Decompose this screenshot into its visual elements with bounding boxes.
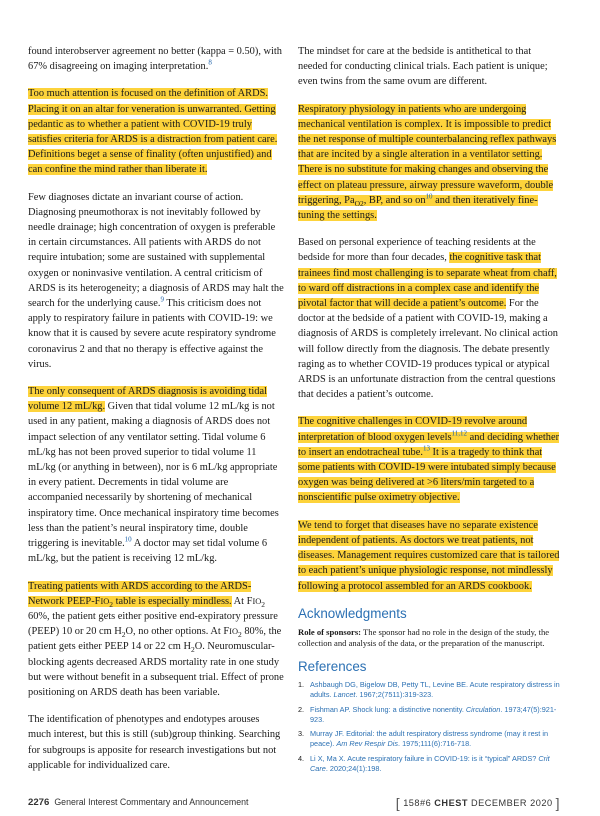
section-title: General Interest Commentary and Announcement: [54, 797, 249, 807]
journal-issue: [ 158#6 CHEST DECEMBER 2020 ]: [395, 795, 560, 811]
reference-list: [298, 680, 560, 773]
paragraph: The only consequent of ARDS diagnosis is avoiding tidal volume 12 mL/kg. Given that tidal volume 12 mL/kg is not used in any patient, making a diagnosis of ARDS does not impact selection of any ventilator setting. Tidal volume 6 mL/kg has not been proved superior to tidal volume 11 mL/kg (or anything in between), nor is 6 mL/kg appropriate in every patient. Decrements in tidal volume are accompanied necessarily by shortening of mechanical inspiratory time. Once mechanical inspiratory time becomes less than the patient’s neural inspiratory time, double triggering is inevitable.$^{10}$ A doctor may set tidal volume 6 mL/kg, but the patient is receiving 12 mL/kg.: [28, 386, 279, 565]
reference-item[interactable]: 4. Li X, Ma X. Acute respiratory failure in COVID-19: is it “typical” ARDS? Crit Care. 2020;24(1):198.: [298, 753, 550, 773]
paragraph: Based on personal experience of teaching residents at the bedside for more than four decades, the cognitive task that trainees find most challenging is to separate wheat from chaff, to ward off distractions in a complex case and identify the pivotal factor that will decide a patient’s outcome. For the doctor at the bedside of a patient with COVID-19, making a diagnosis of ARDS is completely irrelevant. No clinical action will follow directly from the diagnosis. The debate presently raging as to whether COVID-19 produces typical or atypical ARDS is an unfortunate distraction from the central questions that decides a patient’s outcome.: [298, 237, 558, 401]
highlight: We tend to forget that diseases have no separate existence independent of patients. As doctors we treat patients, not diseases. Management requires customized care that is tailored to each patient’s unique physiologic response, not mindlessly following a protocol assembled for an ARDS cookbook.: [298, 519, 560, 592]
paragraph: found interobserver agreement no better (kappa = 0.50), with 67% disagreeing on imaging interpretation.$^8$: [28, 46, 282, 73]
highlighted-paragraph: [28, 86, 284, 177]
reference-link[interactable]: 9: [160, 295, 164, 304]
paragraph: Few diagnoses dictate an invariant course of action. Diagnosing pneumothorax is not inevitably followed by needle drainage; high concentration of oxygen is preferable in certain circumstances. All patients with ARDS do not require intubation; some are sustained with supplemental oxygen or noninvasive ventilation. A central criticism of ARDS is its heterogeneity; a diagnosis of ARDS may halt the search for the underlying cause.$^9$ This criticism does not apply to respiratory failure in patients with COVID-19: we know that it is caused by severe acute respiratory syndrome coronavirus 2 and that no therapy is effective against the virus.: [28, 191, 284, 370]
reference-link[interactable]: 13: [422, 444, 430, 453]
highlight: Treating patients with ARDS according to the ARDS-Network PEEP-$FIO_2$ table is especially mindless.: [28, 580, 252, 609]
reference-link[interactable]: 10: [124, 535, 132, 544]
journal-name: CHEST: [434, 798, 468, 808]
left-column: [28, 44, 284, 785]
page-number: 2276: [28, 797, 50, 808]
page-footer: [28, 797, 560, 813]
acknowledgments-heading: Acknowledgments: [298, 605, 407, 621]
highlight: Respiratory physiology in patients who are undergoing mechanical ventilation is complex. It is impossible to predict the net response of multiple counterbalancing reflex pathways that are incited by a single alteration in a ventilator setting. There is no substitute for making changes and observing the effect on plateau pressure, airway pressure waveform, double triggering, $Pa_{O2}$, BP, and so $on^{10}$ and then iteratively fine-tuning the settings.: [298, 103, 557, 222]
acknowledgments-text: Role of sponsors: The sponsor had no role in the design of the study, the collection and analysis of the data, or the preparation of the manuscript.: [298, 626, 550, 648]
highlighted-paragraph: [298, 414, 560, 505]
reference-link[interactable]: 8: [208, 58, 212, 67]
right-column: [298, 44, 560, 778]
highlight: The cognitive challenges in COVID-19 revolve around interpretation of blood oxygen levels$^{11,12}$ and deciding whether to insert an endotracheal tube.$^{13}$ It is a tragedy to think that some patients with COVID-19 were intubated simply because oxygen was being delivered at >6 liters/min targeted to a nonscientific pulse oximetry objective.: [298, 416, 560, 504]
footer-left: [28, 797, 248, 808]
reference-item[interactable]: 3. Murray JF. Editorial: the adult respiratory distress syndrome (may it rest in peace). Am Rev Respir Dis. 1975;111(6):716-718.: [298, 729, 549, 749]
references-heading: References: [298, 659, 367, 675]
reference-link[interactable]: 11,12: [451, 429, 468, 438]
highlighted-paragraph: [298, 518, 560, 594]
reference-item[interactable]: 2. Fishman AP. Shock lung: a distinctive nonentity. Circulation. 1973;47(5):921-923.: [298, 704, 557, 724]
highlight: the cognitive task that trainees find most challenging is to separate wheat from chaff, to ward off distractions in a complex case and identify the pivotal factor that will decide a patient’s outcome.: [298, 252, 557, 310]
paragraph: The identification of phenotypes and endotypes arouses much interest, but this is still (sub)group thinking. Searching for subgroups is apposite for research investigations but not applicable for individualized care.: [28, 714, 281, 771]
highlight: Too much attention is focused on the definition of ARDS. Placing it on an altar for veneration is unwarranted. Getting pedantic as to whether a patient with COVID-19 truly satisfies criteria for ARDS is a distraction from patient care. Definitions beget a sense of finality (often unjustified) and can confine the mind rather than liberate it.: [28, 88, 278, 176]
paragraph: The mindset for care at the bedside is antithetical to that needed for conducting clinical trials. Each patient is unique; even twins from the same ovum are different.: [298, 46, 548, 88]
reference-link[interactable]: 10: [425, 192, 433, 201]
highlight: The only consequent of ARDS diagnosis is avoiding tidal volume 12 mL/kg.: [28, 386, 267, 413]
highlighted-paragraph: [298, 102, 560, 224]
paragraph: Treating patients with ARDS according to the ARDS-Network PEEP-$FIO_2$ table is especially mindless. At $FIO_2$ 60%, the patient gets either positive end-expiratory pressure (PEEP) 10 or 20 cm $H_2O$, no other options. At $FIO_2$ 80%, the patient gets either PEEP 14 or 22 cm $H_2O$. Neuromuscular-blocking agents decreased ARDS mortality rate in one study but were without benefit in a subsequent trial. Effect of prone positioning on ARDS death has been variable.: [28, 580, 284, 698]
reference-item[interactable]: 1. Ashbaugh DG, Bigelow DB, Petty TL, Levine BE. Acute respiratory distress in adults. Lancet. 1967;2(7511):319-323.: [298, 680, 560, 699]
